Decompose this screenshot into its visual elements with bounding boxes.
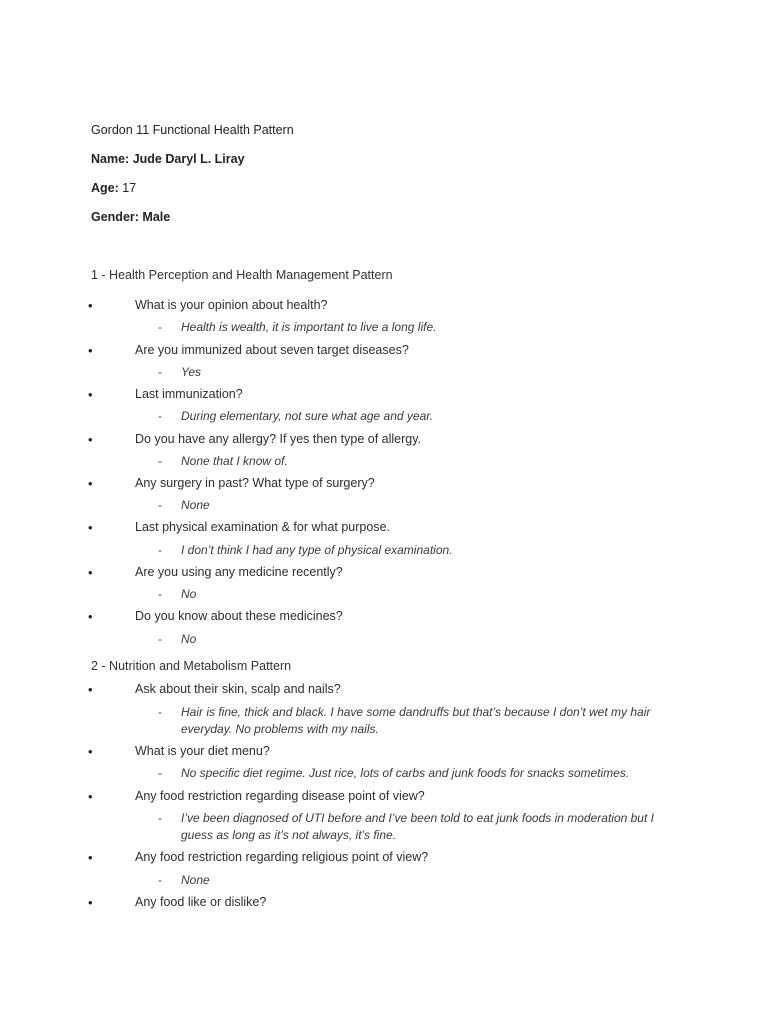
bullet-icon: • xyxy=(88,850,93,865)
question-1-7: Are you using any medicine recently? xyxy=(135,565,343,579)
answer-1-7: No xyxy=(181,587,197,601)
dash-icon: - xyxy=(158,498,162,512)
age-value: 17 xyxy=(122,181,137,195)
answer-1-2: Yes xyxy=(181,365,202,379)
document-title: Gordon 11 Functional Health Pattern xyxy=(91,123,294,137)
bullet-icon: • xyxy=(88,520,93,535)
bullet-icon: • xyxy=(88,609,93,624)
bullet-icon: • xyxy=(88,343,93,358)
question-1-2: Are you immunized about seven target diseases? xyxy=(135,343,409,357)
bullet-icon: • xyxy=(88,789,93,804)
question-1-5: Any surgery in past? What type of surgery? xyxy=(135,476,375,490)
question-1-4: Do you have any allergy? If yes then type of allergy. xyxy=(135,432,422,446)
dash-icon: - xyxy=(158,365,162,379)
question-1-3: Last immunization? xyxy=(135,387,243,401)
bullet-icon: • xyxy=(88,744,93,759)
answer-1-6: I don’t think I had any type of physical examination. xyxy=(181,543,453,557)
dash-icon: - xyxy=(158,543,162,557)
dash-icon: - xyxy=(158,409,162,423)
question-1-1: What is your opinion about health? xyxy=(135,298,328,312)
question-1-6: Last physical examination & for what purpose. xyxy=(135,520,390,534)
answer-1-5: None xyxy=(181,498,210,512)
dash-icon: - xyxy=(158,320,162,334)
answer-2-4: None xyxy=(181,873,210,887)
dash-icon: - xyxy=(158,705,162,719)
dash-icon: - xyxy=(158,873,162,887)
answer-1-1: Health is wealth, it is important to live a long life. xyxy=(181,320,437,334)
answer-2-1: Hair is fine, thick and black. I have some dandruffs but that’s because I don’t wet my hair everyday. No problems with my nails. xyxy=(181,705,651,736)
question-2-4: Any food restriction regarding religious point of view? xyxy=(135,850,429,864)
question-2-1: Ask about their skin, scalp and nails? xyxy=(135,682,341,696)
gender-line xyxy=(91,210,170,224)
answer-1-4: None that I know of. xyxy=(181,454,288,468)
answer-2-2: No specific diet regime. Just rice, lots of carbs and junk foods for snacks sometimes. xyxy=(181,766,630,780)
question-2-3: Any food restriction regarding disease point of view? xyxy=(135,789,425,803)
section-2-title: 2 - Nutrition and Metabolism Pattern xyxy=(91,659,292,673)
answer-1-3: During elementary, not sure what age and year. xyxy=(181,409,434,423)
dash-icon: - xyxy=(158,811,162,825)
age-line xyxy=(91,181,136,195)
name-value: Jude Daryl L. Liray xyxy=(132,152,245,166)
bullet-icon: • xyxy=(88,387,93,402)
section-1-title: 1 - Health Perception and Health Management Pattern xyxy=(91,268,393,282)
dash-icon: - xyxy=(158,766,162,780)
bullet-icon: • xyxy=(88,298,93,313)
dash-icon: - xyxy=(158,632,162,646)
gender-value: Male xyxy=(142,210,171,224)
dash-icon: - xyxy=(158,587,162,601)
gender-label: Gender: xyxy=(91,210,139,224)
bullet-icon: • xyxy=(88,895,93,910)
bullet-icon: • xyxy=(88,476,93,491)
question-2-5: Any food like or dislike? xyxy=(135,895,267,909)
name-line xyxy=(91,152,245,166)
bullet-icon: • xyxy=(88,682,93,697)
answer-1-8: No xyxy=(181,632,197,646)
name-label: Name: xyxy=(91,152,130,166)
question-2-2: What is your diet menu? xyxy=(135,744,270,758)
dash-icon: - xyxy=(158,454,162,468)
question-1-8: Do you know about these medicines? xyxy=(135,609,343,623)
bullet-icon: • xyxy=(88,432,93,447)
age-label: Age: xyxy=(91,181,119,195)
bullet-icon: • xyxy=(88,565,93,580)
answer-2-3: I’ve been diagnosed of UTI before and I’ve been told to eat junk foods in moderation but I guess as long as it’s not always, it’s fine. xyxy=(181,811,654,842)
